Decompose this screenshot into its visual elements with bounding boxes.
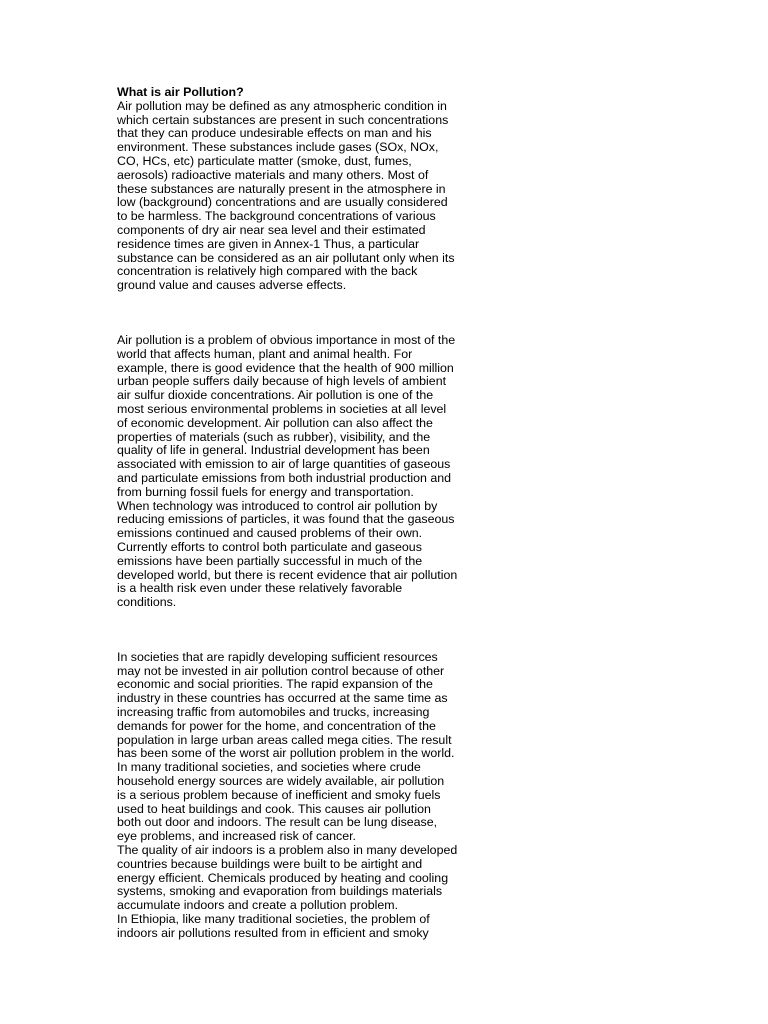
paragraph: In Ethiopia, like many traditional societies, the problem of indoors air pollutions resulted from in efficient and smoky [117,912,430,940]
paragraph: Air pollution is a problem of obvious importance in most of the world that affects human, plant and animal health. For example, there is good evidence that the health of 900 million urban people suffers daily because of high levels of ambient air sulfur dioxide concentrations. Air pollution is one of the most serious environmental problems in societies at all level of economic development. Air pollution can also affect the properties of materials (such as rubber), visibility, and the quality of life in general. Industrial development has been associated with emission to air of large quantities of gaseous and particulate emissions from both industrial production and from burning fossil fuels for energy and transportation. [117,332,456,499]
section-gap [117,610,479,651]
paragraph: In societies that are rapidly developing sufficient resources may not be invested in air pollution control because of other economic and social priorities. The rapid expansion of the industry in these countries has occurred at the same time as increasing traffic from automobiles and trucks, increasing demands for power for the home, and concentration of the population in large urban areas called mega cities. The result has been some of the worst air pollution problem in the world. [117,649,455,761]
section-gap [117,293,479,334]
paragraph: The quality of air indoors is a problem also in many developed countries because buildings were built to be airtight and energy efficient. Chemicals produced by heating and cooling systems, smoking and evaporation from buildings materials accumulate indoors and create a pollution problem. [117,843,458,913]
paragraph: In many traditional societies, and societies where crude household energy sources are widely available, air pollution is a serious problem because of inefficient and smoky fuels used to heat buildings and cook. This causes air pollution both out door and indoors. The result can be lung disease, eye problems, and increased risk of cancer. [117,760,445,844]
section-developing-societies [117,651,479,941]
document-page [117,86,479,941]
section-definition [117,100,479,293]
paragraph: Air pollution may be defined as any atmospheric condition in which certain substances are present in such concentrations that they can produce undesirable effects on man and his environment. These substances include gases (SOx, NOx, CO, HCs, etc) particulate matter (smoke, dust, fumes, aerosols) radioactive materials and many others. Most of these substances are naturally present in the atmosphere in low (background) concentrations and are usually considered to be harmless. The background concentrations of various components of dry air near sea level and their estimated residence times are given in Annex-1 Thus, a particular substance can be considered as an air pollutant only when its concentration is relatively high compared with the back ground value and causes adverse effects. [117,98,455,293]
section-importance [117,334,479,610]
document-heading: What is air Pollution? [117,85,244,99]
paragraph: When technology was introduced to control air pollution by reducing emissions of particles, it was found that the gaseous emissions continued and caused problems of their own. Currently efforts to control both particulate and gaseous emissions have been partially successful in much of the developed world, but there is recent evidence that air pollution is a health risk even under these relatively favorable conditions. [117,498,458,610]
